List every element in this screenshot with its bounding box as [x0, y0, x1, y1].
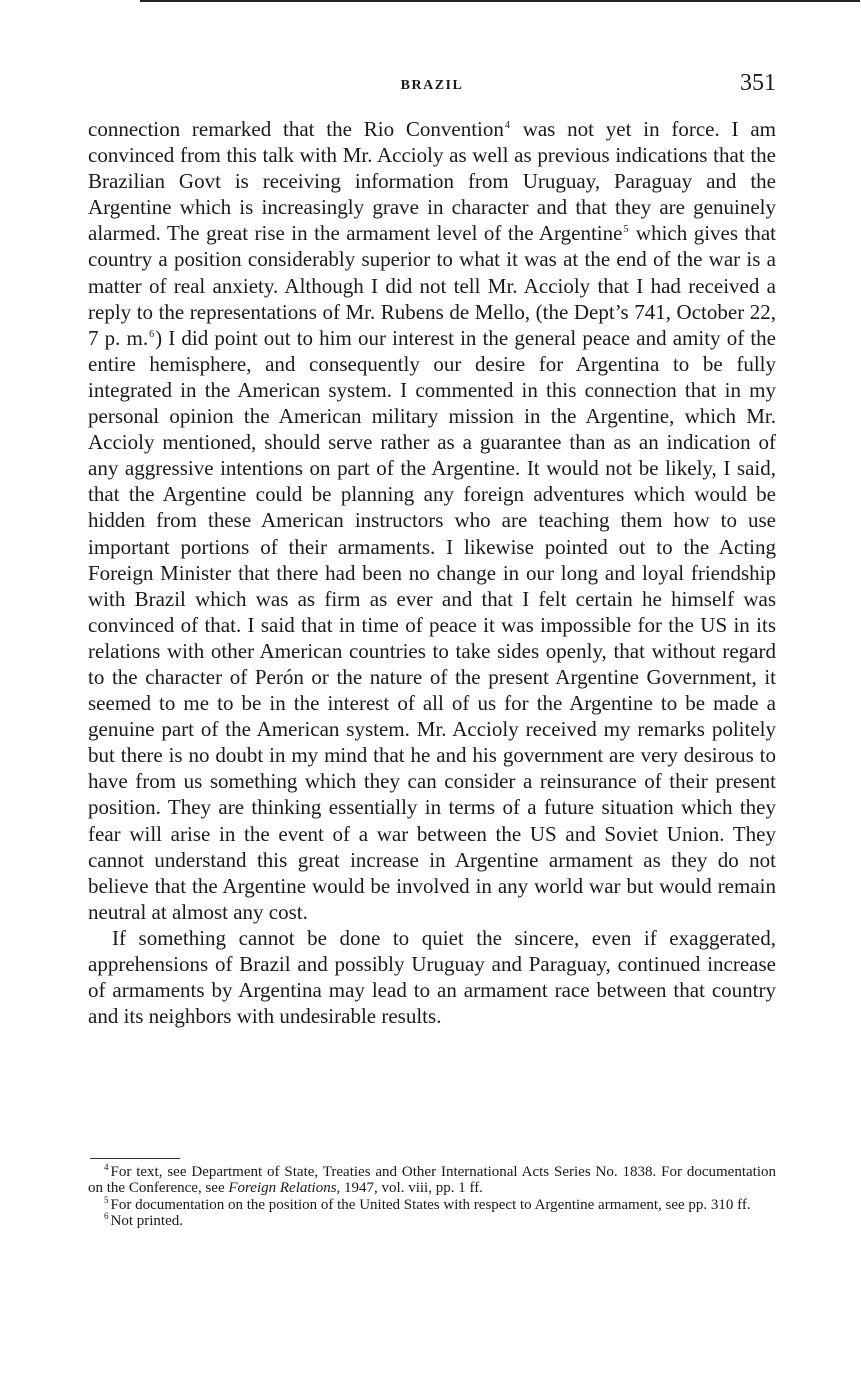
page-number: 351: [740, 70, 776, 96]
paragraph-1-part-d: ) I did point out to him our interest in the general peace and amity of the entire hemisphere, and consequently our desire for Argentina to be fully integrated in the American system. I commented in this connection that in my personal opinion the American military mission in the Argentine, which Mr. Accioly mentioned, should serve rather as a guarantee than as an indication of any aggressive intentions on part of the Argentine. It would not be likely, I said, that the Argentine could be planning any foreign adventures which would be hidden from these American instructors who are teaching them how to use important portions of their armaments. I likewise pointed out to the Acting Foreign Minister that there had been no change in our long and loyal friendship with Brazil which was as firm as ever and that I felt certain he himself was convinced of that. I said that in time of peace it was impossible for the US in its relations with other American countries to take sides openly, that without regard to the character of Perón or the nature of the present Argentine Government, it seemed to me to be in the interest of all of us for the Argentine to be made a genuine part of the American system. Mr. Accioly received my remarks politely but there is no doubt in my mind that he and his government are very desirous to have from us something which they can consider a reinsurance of their present position. They are thinking essentially in terms of a future situation which they fear will arise in the event of a war between the US and Soviet Union. They cannot understand this great increase in Argentine armament as they do not believe that the Argentine would be involved in any world war but would remain neutral at almost any cost.: [88, 325, 776, 924]
running-head: BRAZIL: [400, 78, 464, 93]
footnote-6-text: Not printed.: [110, 1212, 183, 1229]
paragraph-1-part-a: connection remarked that the Rio Convention: [88, 117, 504, 141]
footnote-5-text: For documentation on the position of the United States with respect to Argentine armament, see pp. 310 ff.: [110, 1196, 751, 1213]
paragraph-1: [88, 116, 776, 925]
footnote-4-italic: Foreign Relations,: [228, 1180, 341, 1197]
paragraph-1-part-c: which gives that country a position considerably superior to what it was at the end of the war is a matter of real anxiety. Although I did not tell Mr. Accioly that I had received a reply to the representations of Mr. Rubens de Mello, (the Dept’s 741, October 22, 7 p. m.: [88, 221, 776, 350]
page-header: [88, 70, 776, 104]
footnote-4-text-a: For text, see Department of State, Treaties and Other International Acts Series No. 1838. For documentation on the Conference, see: [88, 1164, 776, 1197]
body-text: [88, 116, 776, 1029]
footnote-4: [88, 1164, 776, 1197]
footnote-6-mark: 6: [104, 1210, 109, 1221]
footnote-divider: [90, 1158, 180, 1159]
footnote-6: [88, 1210, 776, 1229]
top-rule: [140, 0, 860, 2]
footnote-5-mark: 5: [104, 1194, 109, 1205]
footnote-4-text-b: 1947, vol. viii, pp. 1 ff.: [340, 1180, 483, 1197]
paragraph-2: If something cannot be done to quiet the sincere, even if exaggerated, apprehensions of Brazil and possibly Uruguay and Paraguay, continued increase of armaments by Argentina may lead to an armament race between that country and its neighbors with undesirable results.: [88, 925, 776, 1029]
paragraph-1-part-b: was not yet in force. I am convinced from this talk with Mr. Accioly as well as previous indications that the Brazilian Govt is receiving information from Uruguay, Paraguay and the Argentine which is increasingly grave in character and that they are genuinely alarmed. The great rise in the armament level of the Argentine: [88, 117, 776, 246]
footnote-ref-6: 6: [149, 328, 155, 340]
footnotes: [88, 1164, 776, 1229]
footnote-ref-5: 5: [623, 224, 629, 236]
footnote-4-mark: 4: [104, 1162, 109, 1172]
footnote-ref-4: 4: [504, 120, 510, 131]
footnote-5: [88, 1194, 776, 1213]
